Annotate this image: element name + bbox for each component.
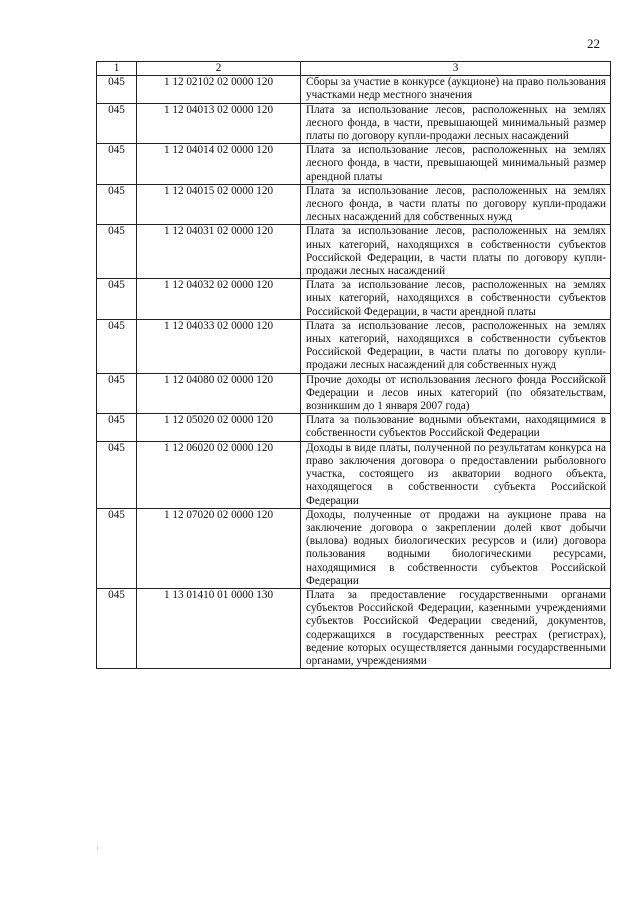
admin-code-cell: 045: [97, 144, 137, 185]
revenue-description-cell: Сборы за участие в конкурсе (аукционе) на право пользования участками недр местного значения: [301, 76, 611, 103]
revenue-description-cell: Прочие доходы от использования лесного фонда Российской Федерации и лесов иных категорий (по обязательствам, возникшим до 1 января 2007 года): [301, 373, 611, 414]
revenue-codes-table: [96, 61, 611, 669]
kbk-code-cell: 1 12 06020 02 0000 120: [137, 441, 301, 508]
revenue-description-cell: Плата за использование лесов, расположенных на землях иных категорий, находящихся в собственности субъектов Российской Федерации, в части арендной платы: [301, 279, 611, 320]
table-row: [97, 279, 611, 320]
table-row: [97, 103, 611, 144]
revenue-description-cell: Плата за предоставление государственными органами субъектов Российской Федерации, казенными учреждениями субъектов Российской Федерации сведений, документов, содержащихся в государственных реестрах (регистрах), ведение которых осуществляется данными государственными органами, учреждениями: [301, 588, 611, 668]
revenue-description-cell: Плата за использование лесов, расположенных на землях иных категорий, находящихся в собственности субъектов Российской Федерации, в части платы по договору купли-продажи лесных насаждений: [301, 225, 611, 279]
column-header-2: 2: [137, 62, 301, 76]
kbk-code-cell: 1 12 04033 02 0000 120: [137, 319, 301, 373]
kbk-code-cell: 1 12 04080 02 0000 120: [137, 373, 301, 414]
admin-code-cell: 045: [97, 184, 137, 225]
admin-code-cell: 045: [97, 414, 137, 441]
revenue-description-cell: Плата за использование лесов, расположенных на землях лесного фонда, в части, превышающей минимальный размер платы по договору купли-продажи лесных насаждений: [301, 103, 611, 144]
kbk-code-cell: 1 13 01410 01 0000 130: [137, 588, 301, 668]
kbk-code-cell: 1 12 04032 02 0000 120: [137, 279, 301, 320]
table-row: [97, 508, 611, 588]
revenue-description-cell: Плата за использование лесов, расположенных на землях лесного фонда, в части, превышающей минимальный размер арендной платы: [301, 144, 611, 185]
admin-code-cell: 045: [97, 225, 137, 279]
page-number: 22: [587, 36, 600, 51]
table-row: [97, 319, 611, 373]
table-row: [97, 588, 611, 668]
scan-mark: ·: [96, 844, 99, 853]
kbk-code-cell: 1 12 04013 02 0000 120: [137, 103, 301, 144]
table-row: [97, 225, 611, 279]
kbk-code-cell: 1 12 07020 02 0000 120: [137, 508, 301, 588]
column-header-1: 1: [97, 62, 137, 76]
admin-code-cell: 045: [97, 508, 137, 588]
column-header-3: 3: [301, 62, 611, 76]
kbk-code-cell: 1 12 04014 02 0000 120: [137, 144, 301, 185]
kbk-code-cell: 1 12 04015 02 0000 120: [137, 184, 301, 225]
revenue-description-cell: Плата за пользование водными объектами, находящимися в собственности субъектов Российской Федерации: [301, 414, 611, 441]
revenue-description-cell: Плата за использование лесов, расположенных на землях лесного фонда, в части платы по договору купли-продажи лесных насаждений для собственных нужд: [301, 184, 611, 225]
table-row: [97, 414, 611, 441]
revenue-description-cell: Плата за использование лесов, расположенных на землях иных категорий, находящихся в собственности субъектов Российской Федерации, в части платы по договору купли-продажи лесных насаждений для собственных нужд: [301, 319, 611, 373]
admin-code-cell: 045: [97, 279, 137, 320]
kbk-code-cell: 1 12 02102 02 0000 120: [137, 76, 301, 103]
kbk-code-cell: 1 12 05020 02 0000 120: [137, 414, 301, 441]
table-row: [97, 373, 611, 414]
admin-code-cell: 045: [97, 588, 137, 668]
table-row: [97, 441, 611, 508]
revenue-description-cell: Доходы в виде платы, полученной по результатам конкурса на право заключения договора о предоставлении рыболовного участка, состоящего из акватории водного объекта, находящегося в собственности субъекта Российской Федерации: [301, 441, 611, 508]
admin-code-cell: 045: [97, 103, 137, 144]
table-header-row: [97, 62, 611, 76]
kbk-code-cell: 1 12 04031 02 0000 120: [137, 225, 301, 279]
admin-code-cell: 045: [97, 373, 137, 414]
table-row: [97, 144, 611, 185]
table-row: [97, 184, 611, 225]
admin-code-cell: 045: [97, 441, 137, 508]
table-row: [97, 76, 611, 103]
admin-code-cell: 045: [97, 76, 137, 103]
revenue-description-cell: Доходы, полученные от продажи на аукционе права на заключение договора о закреплении долей квот добычи (вылова) водных биологических ресурсов и (или) договора пользования водными биологическими ресурсами, находящимися в собственности субъектов Российской Федерации: [301, 508, 611, 588]
admin-code-cell: 045: [97, 319, 137, 373]
